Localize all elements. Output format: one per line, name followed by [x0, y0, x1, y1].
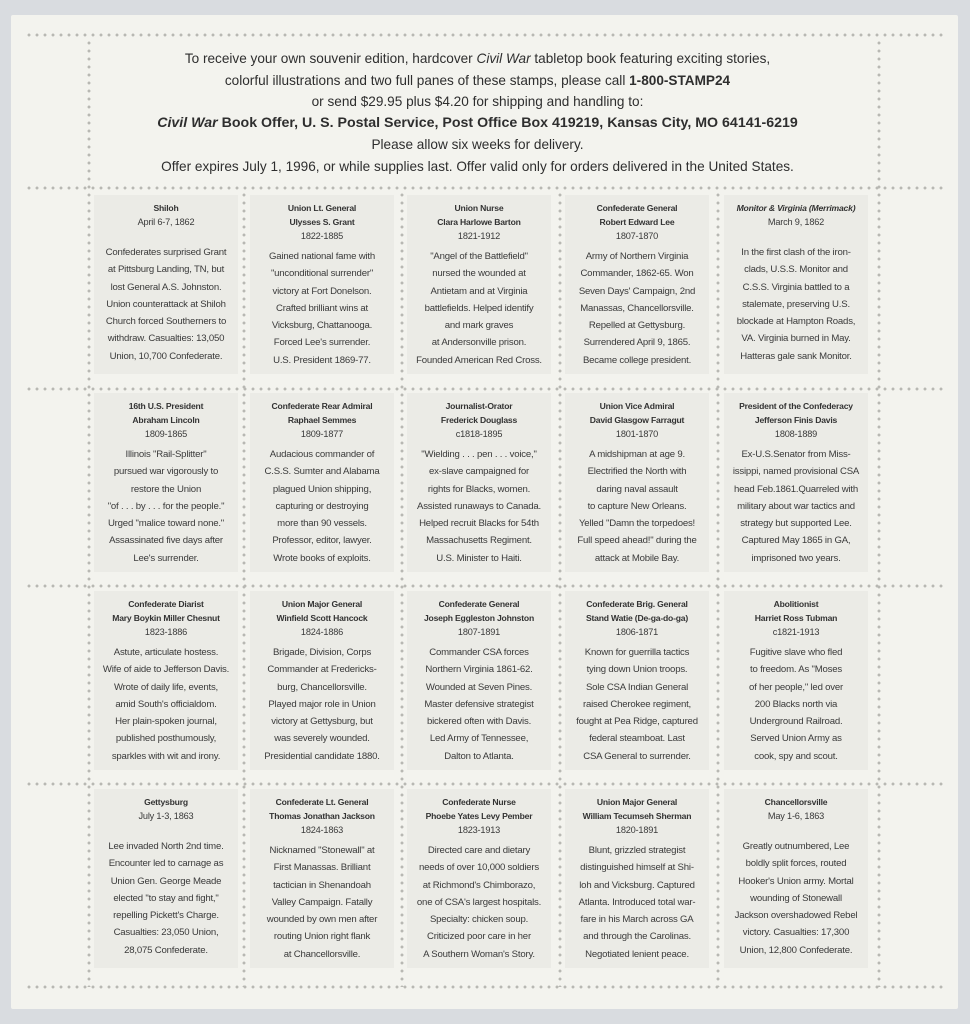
stamp-body-line: First Manassas. Brilliant: [273, 862, 371, 874]
stamp-body-line: at Richmond's Chimborazo,: [422, 879, 536, 891]
stamp-body-line: lost General A.S. Johnston.: [110, 281, 222, 293]
offer-line-6: Offer expires July 1, 1996, or while supplies last. Offer valid only for orders delivered in the United States.: [161, 158, 794, 174]
stamp-body-line: Hooker's Union army. Mortal: [738, 875, 854, 887]
stamp-body-line: daring naval assault: [596, 483, 678, 495]
perforation-row-4: [25, 782, 944, 786]
stamp-title: Confederate Lt. General: [275, 797, 369, 807]
stamp-body-line: Yelled "Damn the torpedoes!: [578, 518, 696, 530]
stamp-body: [250, 842, 394, 963]
stamp-body: [407, 644, 551, 765]
stamp-subtitle: Stand Watie (De-ga-do-ga): [585, 613, 689, 623]
stamp-title: President of the Confederacy: [739, 401, 853, 411]
stamp-title: Chancellorsville: [764, 797, 828, 807]
stamp-body-line: Greatly outnumbered, Lee: [742, 841, 850, 852]
stamp-body-line: Crafted brilliant wins at: [275, 302, 369, 314]
stamp-body-line: military about war tactics and: [737, 500, 855, 512]
stamp-body-line: "Wielding . . . pen . . . voice,": [421, 449, 537, 460]
stamp-body-line: Nicknamed "Stonewall" at: [269, 845, 375, 856]
stamp-body-line: and mark graves: [444, 320, 514, 332]
offer-address: Civil War Book Offer, U. S. Postal Service, Post Office Box 419219, Kansas City, MO 64141-6219: [157, 114, 798, 131]
stamp-body-line: capturing or destroying: [275, 500, 369, 512]
stamp-body-line: issippi, named provisional CSA: [732, 466, 860, 478]
stamp-subtitle: David Glasgow Farragut: [589, 415, 685, 425]
stamp-body: [94, 644, 238, 765]
stamp-title: Confederate General: [596, 203, 678, 213]
stamp-body-line: Wrote books of exploits.: [273, 552, 371, 564]
stamp-body-line: fare in his March across GA: [580, 914, 694, 926]
stamp-body-line: elected "to stay and fight,": [113, 892, 219, 904]
stamp-body-line: Repelled at Gettysburg.: [588, 320, 686, 332]
stamp-body-line: federal steamboat. Last: [589, 733, 685, 745]
stamp-body-line: more than 90 vessels.: [277, 518, 367, 530]
stamp-subtitle: Harriet Ross Tubman: [754, 613, 838, 623]
stamp-body-line: routing Union right flank: [273, 931, 371, 943]
stamp-15: [724, 591, 868, 770]
stamp-body-line: Union, 12,800 Confederate.: [739, 944, 853, 956]
stamp-date: April 6-7, 1862: [137, 217, 195, 227]
stamp-body-line: battlefields. Helped identify: [424, 302, 534, 314]
stamp-body-line: pursued war vigorously to: [113, 466, 219, 478]
stamp-body-line: Casualties: 23,050 Union,: [113, 927, 219, 939]
stamp-body-line: rights for Blacks, women.: [427, 483, 531, 495]
stamp-body: [565, 446, 709, 567]
stamp-body-line: Urged "malice toward none.": [107, 518, 225, 530]
stamp-title: Monitor & Virginia (Merrimack): [736, 203, 856, 213]
stamp-body-line: Manassas, Chancellorsville.: [580, 302, 694, 314]
stamp-title: Confederate Brig. General: [586, 599, 688, 609]
stamp-body-line: Audacious commander of: [269, 449, 375, 460]
stamp-body-line: Served Union Army as: [750, 733, 842, 745]
stamp-body-line: Gained national fame with: [269, 251, 375, 262]
stamp-body-line: victory at Fort Donelson.: [272, 285, 372, 297]
stamp-body-line: wounding of Stonewall: [750, 892, 842, 904]
stamp-body-line: CSA General to surrender.: [583, 750, 691, 762]
stamp-body-line: Presidential candidate 1880.: [264, 750, 380, 762]
stamp-title: Journalist-Orator: [445, 401, 513, 411]
stamp-body-line: A midshipman at age 9.: [589, 449, 685, 460]
stamp-body-line: Master defensive strategist: [424, 698, 534, 710]
stamp-body-line: Commander, 1862-65. Won: [580, 268, 694, 280]
stamp-title: Union Major General: [281, 599, 363, 609]
perforation-row-3: [25, 584, 944, 588]
stamp-18: [407, 789, 551, 968]
stamp-title: Confederate Rear Admiral: [271, 401, 373, 411]
stamp-body: [565, 842, 709, 963]
stamp-body-line: Church forced Southerners to: [105, 316, 227, 328]
stamp-body-line: nursed the wounded at: [432, 268, 526, 280]
stamp-body-line: victory at Gettysburg, but: [271, 716, 373, 728]
stamp-body-line: Atlanta. Introduced total war-: [578, 896, 696, 908]
stamp-title: Abolitionist: [773, 599, 819, 609]
stamp-body-line: Illinois "Rail-Splitter": [125, 449, 207, 460]
stamp-body: [407, 842, 551, 963]
offer-line-5: Please allow six weeks for delivery.: [371, 137, 584, 152]
stamp-body-line: C.S.S. Virginia battled to a: [742, 281, 850, 293]
stamp-body-line: VA. Virginia burned in May.: [741, 333, 851, 345]
stamp-body-line: published posthumously,: [115, 733, 217, 745]
stamp-body-line: Played major role in Union: [268, 698, 376, 710]
stamp-date: 1809-1877: [300, 429, 344, 439]
stamp-date: 1823-1886: [144, 627, 188, 637]
stamp-body-line: attack at Mobile Bay.: [594, 552, 680, 564]
stamp-body-line: Confederates surprised Grant: [105, 247, 227, 258]
stamp-body: [407, 248, 551, 369]
stamp-body-line: Antietam and at Virginia: [430, 285, 528, 297]
stamp-body-line: Blunt, grizzled strategist: [588, 845, 686, 856]
stamp-subtitle: Mary Boykin Miller Chesnut: [112, 613, 220, 623]
stamp-body: [250, 446, 394, 567]
perforation-bottom: [25, 985, 944, 989]
stamp-body-line: Full speed ahead!" during the: [577, 535, 697, 547]
perforation-col-6: [877, 39, 881, 987]
stamp-body-line: distinguished himself at Shi-: [580, 862, 694, 874]
offer-line-2: colorful illustrations and two full panes of these stamps, please call 1-800-STAMP24: [224, 72, 731, 88]
stamp-body-line: Ex-U.S.Senator from Miss-: [741, 449, 851, 460]
stamp-11: [94, 591, 238, 770]
stamp-date: 1823-1913: [457, 825, 501, 835]
stamp-body: [724, 644, 868, 765]
stamp-date: 1801-1870: [615, 429, 659, 439]
stamp-title: Confederate General: [438, 599, 520, 609]
stamp-body-line: Fugitive slave who fled: [749, 647, 843, 658]
stamp-title: Union Nurse: [454, 203, 504, 213]
perforation-row-1: [25, 186, 944, 190]
stamp-body-line: at Pittsburg Landing, TN, but: [107, 264, 225, 276]
stamp-body-line: strategy but supported Lee.: [740, 518, 852, 530]
stamp-body-line: Union counterattack at Shiloh: [106, 298, 226, 310]
stamp-body-line: burg, Chancellorsville.: [277, 681, 367, 693]
stamp-body-line: was severely wounded.: [274, 733, 370, 745]
stamp-body-line: Brigade, Division, Corps: [272, 647, 372, 658]
stamp-subtitle: Frederick Douglass: [440, 415, 518, 425]
stamp-date: 1806-1871: [615, 627, 659, 637]
stamp-body-line: Wrote of daily life, events,: [113, 681, 219, 693]
stamp-body-line: "of . . . by . . . for the people.": [107, 500, 225, 512]
stamp-body: [565, 248, 709, 369]
stamp-body-line: one of CSA's largest hospitals.: [416, 896, 542, 908]
stamp-body-line: Jackson overshadowed Rebel: [734, 910, 858, 922]
stamp-body-line: blockade at Hampton Roads,: [736, 316, 856, 328]
stamp-body-line: Sole CSA Indian General: [585, 681, 689, 693]
stamp-body-line: cook, spy and scout.: [754, 750, 838, 762]
stamp-17: [250, 789, 394, 968]
stamp-date: 1824-1886: [300, 627, 344, 637]
stamp-body-line: ex-slave campaigned for: [429, 466, 529, 478]
stamp-12: [250, 591, 394, 770]
stamp-6: [94, 393, 238, 572]
stamp-body-line: Dalton to Atlanta.: [444, 750, 514, 762]
stamp-20: [724, 789, 868, 968]
stamp-date: c1821-1913: [772, 627, 820, 637]
stamp-date: March 9, 1862: [767, 217, 825, 227]
stamp-body-line: Massachusetts Regiment.: [426, 535, 532, 547]
stamp-body-line: 200 Blacks north via: [754, 698, 838, 710]
stamp-body-line: tying down Union troops.: [586, 664, 688, 676]
stamp-body: [724, 446, 868, 567]
stamp-body-line: Her plain-spoken journal,: [115, 716, 217, 728]
stamp-subtitle: Joseph Eggleston Johnston: [423, 613, 535, 623]
stamp-body: [94, 838, 238, 959]
stamp-8: [407, 393, 551, 572]
stamp-body-line: withdraw. Casualties: 13,050: [107, 333, 225, 345]
stamp-body-line: Northern Virginia 1861-62.: [425, 664, 533, 676]
stamp-title: Confederate Diarist: [128, 599, 204, 609]
stamp-body-line: Valley Campaign. Fatally: [271, 896, 373, 908]
stamp-body-line: Union, 10,700 Confederate.: [109, 350, 223, 362]
stamp-body-line: Underground Railroad.: [749, 716, 843, 728]
stamp-body: [565, 644, 709, 765]
stamp-date: 1809-1865: [144, 429, 188, 439]
stamp-body-line: Forced Lee's surrender.: [273, 337, 371, 349]
stamp-body-line: plagued Union shipping,: [272, 483, 372, 495]
stamp-date: 1822-1885: [300, 231, 344, 241]
stamp-body-line: "unconditional surrender": [270, 268, 374, 280]
stamp-body: [407, 446, 551, 567]
stamp-body-line: restore the Union: [130, 483, 202, 495]
stamp-title: 16th U.S. President: [128, 401, 204, 411]
stamp-subtitle: William Tecumseh Sherman: [582, 811, 692, 821]
stamp-date: July 1-3, 1863: [138, 811, 194, 821]
stamp-subtitle: Abraham Lincoln: [132, 415, 200, 425]
stamp-16: [94, 789, 238, 968]
stamp-body-line: Founded American Red Cross.: [416, 354, 542, 366]
stamp-14: [565, 591, 709, 770]
stamp-subtitle: Robert Edward Lee: [599, 217, 675, 227]
stamp-subtitle: Thomas Jonathan Jackson: [269, 811, 375, 821]
stamp-body-line: Criticized poor care in her: [427, 931, 531, 943]
stamp-body-line: clads, U.S.S. Monitor and: [744, 264, 848, 276]
stamp-body-line: Professor, editor, lawyer.: [272, 535, 372, 547]
stamp-body-line: Lee's surrender.: [133, 552, 199, 564]
stamp-body-line: loh and Vicksburg. Captured: [579, 879, 695, 891]
stamp-body: [724, 838, 868, 959]
stamp-body: [94, 446, 238, 567]
stamp-body: [250, 248, 394, 369]
stamp-date: 1820-1891: [615, 825, 659, 835]
stamp-body-line: Hatteras gale sank Monitor.: [740, 350, 852, 362]
stamp-body-line: Encounter led to carnage as: [108, 858, 224, 870]
stamp-10: [724, 393, 868, 572]
stamp-body-line: fought at Pea Ridge, captured: [576, 716, 698, 728]
stamp-body-line: to freedom. As "Moses: [750, 664, 842, 676]
stamp-date: 1821-1912: [457, 231, 501, 241]
stamp-body-line: Captured May 1865 in GA,: [741, 535, 851, 547]
offer-header: [80, 48, 875, 177]
stamp-body-line: Seven Days' Campaign, 2nd: [578, 285, 696, 297]
stamp-date: c1818-1895: [455, 429, 503, 439]
perforation-col-5: [716, 191, 720, 987]
stamp-subtitle: Phoebe Yates Levy Pember: [425, 811, 533, 821]
stamp-body-line: Electrified the North with: [587, 466, 687, 478]
stamp-body-line: tactician in Shenandoah: [273, 879, 371, 891]
perforation-top: [25, 33, 944, 37]
stamp-body-line: Union Gen. George Meade: [110, 875, 222, 887]
stamp-body-line: In the first clash of the iron-: [741, 247, 851, 258]
stamp-body-line: imprisoned two years.: [751, 552, 841, 564]
stamp-body-line: "Angel of the Battlefield": [430, 251, 528, 262]
stamp-date: 1824-1863: [300, 825, 344, 835]
stamp-body-line: Vicksburg, Chattanooga.: [271, 320, 373, 332]
stamp-title: Union Vice Admiral: [599, 401, 675, 411]
stamp-body-line: Known for guerrilla tactics: [584, 647, 690, 658]
perforation-col-3: [400, 191, 404, 987]
stamp-title: Gettysburg: [144, 797, 188, 807]
stamp-subtitle: Ulysses S. Grant: [289, 217, 355, 227]
stamp-body-line: Commander CSA forces: [429, 647, 529, 658]
stamp-subtitle: Winfield Scott Hancock: [276, 613, 368, 623]
stamp-body-line: boldly split forces, routed: [745, 858, 847, 870]
stamp-body-line: Helped recruit Blacks for 54th: [419, 518, 539, 530]
stamp-7: [250, 393, 394, 572]
stamp-body-line: C.S.S. Sumter and Alabama: [264, 466, 380, 478]
stamp-body: [724, 244, 868, 365]
stamp-2: [250, 195, 394, 374]
stamp-body-line: U.S. President 1869-77.: [273, 354, 371, 366]
stamp-body-line: raised Cherokee regiment,: [582, 698, 692, 710]
stamp-date: 1807-1891: [457, 627, 501, 637]
stamp-title: Union Major General: [596, 797, 678, 807]
stamp-body-line: and through the Carolinas.: [583, 931, 691, 943]
stamp-body-line: Surrendered April 9, 1865.: [583, 337, 691, 349]
stamp-body-line: Negotiated lenient peace.: [585, 948, 689, 960]
stamp-body-line: A Southern Woman's Story.: [423, 948, 535, 960]
stamp-1: [94, 195, 238, 374]
stamp-body-line: Assassinated five days after: [109, 535, 223, 547]
stamp-body: [250, 644, 394, 765]
stamp-subtitle: Jefferson Finis Davis: [754, 415, 838, 425]
stamp-body-line: bickered often with Davis.: [426, 716, 532, 728]
stamp-date: 1807-1870: [615, 231, 659, 241]
stamp-5: [724, 195, 868, 374]
stamp-subtitle: Raphael Semmes: [287, 415, 357, 425]
stamp-title: Shiloh: [153, 203, 179, 213]
stamp-body-line: Specialty: chicken soup.: [429, 914, 529, 926]
stamp-body-line: at Andersonville prison.: [431, 337, 527, 349]
stamp-body-line: amid South's officialdom.: [115, 698, 217, 710]
stamp-body-line: Wife of aide to Jefferson Davis.: [102, 664, 230, 676]
stamp-body-line: Directed care and dietary: [427, 845, 531, 856]
offer-line-1: To receive your own souvenir edition, hardcover Civil War tabletop book featuring exciting stories,: [184, 51, 771, 66]
stamp-body-line: needs of over 10,000 soldiers: [418, 862, 540, 874]
stamp-4: [565, 195, 709, 374]
stamp-body-line: repelling Pickett's Charge.: [113, 910, 219, 922]
stamp-body-line: head Feb.1861.Quarreled with: [733, 483, 858, 495]
perforation-col-2: [242, 191, 246, 987]
stamp-19: [565, 789, 709, 968]
stamp-body: [94, 244, 238, 365]
stamp-body-line: 28,075 Confederate.: [124, 944, 208, 956]
stamp-body-line: Army of Northern Virginia: [585, 251, 689, 262]
stamp-subtitle: Clara Harlowe Barton: [437, 217, 521, 227]
stamp-body-line: sparkles with wit and irony.: [111, 750, 221, 762]
stamp-body-line: of her people," led over: [748, 681, 844, 693]
perforation-row-2: [25, 387, 944, 391]
perforation-col-1: [87, 39, 91, 987]
stamp-body-line: Became college president.: [582, 354, 692, 366]
perforation-col-4: [558, 191, 562, 987]
stamp-body-line: to capture New Orleans.: [587, 500, 687, 512]
stamp-body-line: stalemate, preserving U.S.: [742, 298, 850, 310]
stamp-body-line: Led Army of Tennessee,: [429, 733, 529, 745]
stamp-body-line: Wounded at Seven Pines.: [425, 681, 533, 693]
stamp-body-line: Assisted runaways to Canada.: [417, 500, 541, 512]
stamp-body-line: Commander at Fredericks-: [267, 664, 377, 676]
stamp-3: [407, 195, 551, 374]
offer-line-3: or send $29.95 plus $4.20 for shipping and handling to:: [311, 94, 644, 109]
stamp-title: Confederate Nurse: [442, 797, 516, 807]
stamp-9: [565, 393, 709, 572]
stamp-body-line: wounded by own men after: [266, 914, 378, 926]
stamp-body-line: Astute, articulate hostess.: [113, 647, 219, 658]
stamp-title: Union Lt. General: [287, 203, 357, 213]
stamp-body-line: at Chancellorsville.: [283, 948, 361, 960]
stamp-date: 1808-1889: [774, 429, 818, 439]
stamp-body-line: Lee invaded North 2nd time.: [108, 841, 224, 852]
stamp-body-line: U.S. Minister to Haiti.: [436, 552, 522, 564]
stamp-body-line: victory. Casualties: 17,300: [742, 927, 850, 939]
stamp-13: [407, 591, 551, 770]
stamp-date: May 1-6, 1863: [767, 811, 825, 821]
